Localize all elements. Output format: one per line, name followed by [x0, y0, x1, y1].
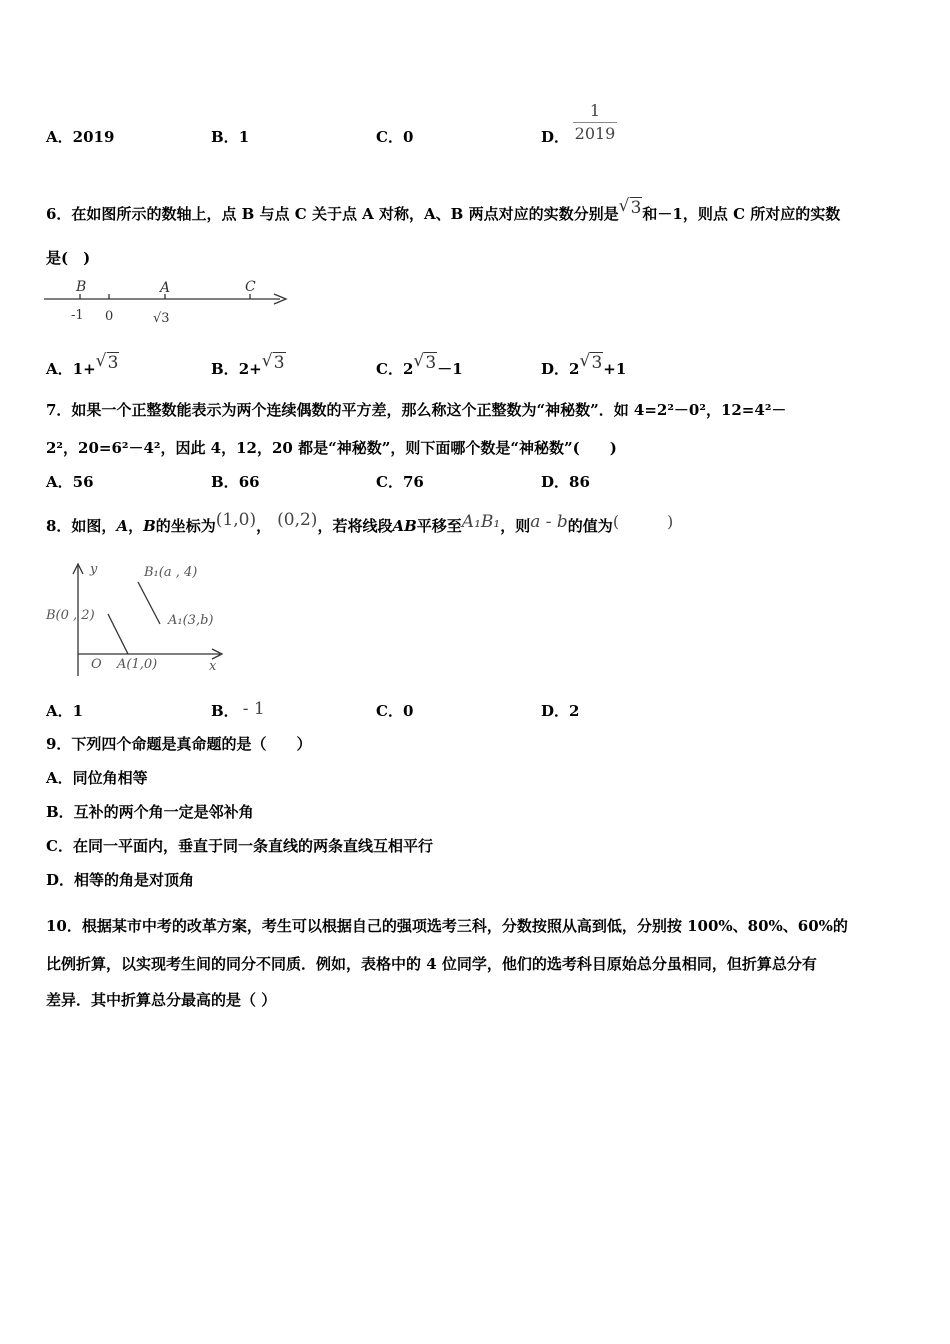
q5-option-c: C．0 — [376, 128, 414, 146]
q8-option-d: D．2 — [541, 702, 580, 720]
q8-option-c: C．0 — [376, 702, 414, 720]
q10-stem-line3: 差异．其中折算总分最高的是（ ） — [46, 991, 277, 1009]
q8-option-b: B． - 1 — [211, 699, 265, 720]
sqrt-symbol: √ 3 — [261, 351, 285, 373]
q6-option-d: D．2 √ 3+1 — [541, 351, 627, 378]
q9-stem: 9．下列四个命题是真命题的是（ ） — [46, 735, 312, 753]
tick-label-zero: 0 — [105, 309, 114, 324]
q7-option-d: D．86 — [541, 473, 590, 491]
q7-stem-line1: 7．如果一个正整数能表示为两个连续偶数的平方差，那么称这个正整数为“神秘数”．如 4=2²－0²，12=4²－ — [46, 401, 787, 419]
q7-stem-line2: 2²，20=6²－4²，因此 4，12，20 都是“神秘数”，则下面哪个数是“神秘数”( ) — [46, 439, 617, 457]
point-b1-label: B₁(a , 4) — [144, 565, 198, 580]
point-a1-label: A₁(3,b) — [168, 613, 214, 628]
label-b: B — [76, 279, 87, 295]
q8-coordinate-figure — [44, 558, 230, 678]
tick-label-neg1: -1 — [71, 308, 84, 323]
origin-label: O — [91, 657, 102, 672]
q5-option-a: A．2019 — [46, 128, 115, 146]
q6-option-a: A．1+ √ 3 — [46, 351, 119, 378]
q6-stem-line2: 是( ) — [46, 249, 91, 267]
q8-stem: 8．如图，A，B的坐标为(1,0)， (0,2)，若将线段AB平移至A₁B₁，则a - b的值为( ) — [46, 510, 674, 535]
q10-stem-line2: 比例折算，以实现考生间的同分不同质．例如，表格中的 4 位同学，他们的选考科目原始总分虽相同，但折算总分有 — [46, 955, 817, 973]
q9-option-b: B．互补的两个角一定是邻补角 — [46, 803, 254, 821]
segment-a1b1 — [138, 582, 160, 624]
q7-option-c: C．76 — [376, 473, 424, 491]
q9-option-c: C．在同一平面内，垂直于同一条直线的两条直线互相平行 — [46, 837, 433, 855]
tick-label-sqrt3: √3 — [153, 311, 170, 326]
q6-option-c: C．2 √ 3－1 — [376, 351, 463, 378]
x-axis-label: x — [209, 659, 217, 674]
q9-option-d: D．相等的角是对顶角 — [46, 871, 195, 889]
q10-stem-line1: 10．根据某市中考的改革方案，考生可以根据自己的强项选考三科，分数按照从高到低，分别按 100%、80%、60%的 — [46, 917, 848, 935]
q6-option-b: B．2+ √ 3 — [211, 351, 285, 378]
q8-option-a: A．1 — [46, 702, 84, 720]
q5-option-b: B．1 — [211, 128, 250, 146]
fraction-bar — [573, 122, 617, 123]
sqrt-symbol: √ 3 — [413, 351, 437, 373]
q7-option-b: B．66 — [211, 473, 260, 491]
q5-option-d-fraction — [573, 101, 617, 144]
q5-option-d: D． — [541, 128, 570, 146]
sqrt-symbol: √ 3 — [579, 351, 603, 373]
q6-stem-line1: 6．在如图所示的数轴上，点 B 与点 C 关于点 A 对称，A、B 两点对应的实数分别是 √ 3和－1，则点 C 所对应的实数 — [46, 196, 841, 223]
fraction-numerator: 1 — [589, 101, 601, 120]
q6-number-line-figure — [40, 272, 296, 332]
sqrt-symbol: √ 3 — [95, 351, 119, 373]
sqrt-symbol: √ 3 — [618, 196, 642, 218]
segment-ab — [108, 614, 128, 654]
label-a: A — [160, 280, 171, 296]
point-a-label: A(1,0) — [117, 657, 158, 672]
y-axis-label: y — [90, 562, 98, 577]
point-b-label: B(0 , 2) — [46, 608, 95, 623]
label-c: C — [245, 279, 256, 295]
q7-option-a: A．56 — [46, 473, 94, 491]
q9-option-a: A．同位角相等 — [46, 769, 148, 787]
fraction-denominator: 2019 — [574, 124, 616, 143]
